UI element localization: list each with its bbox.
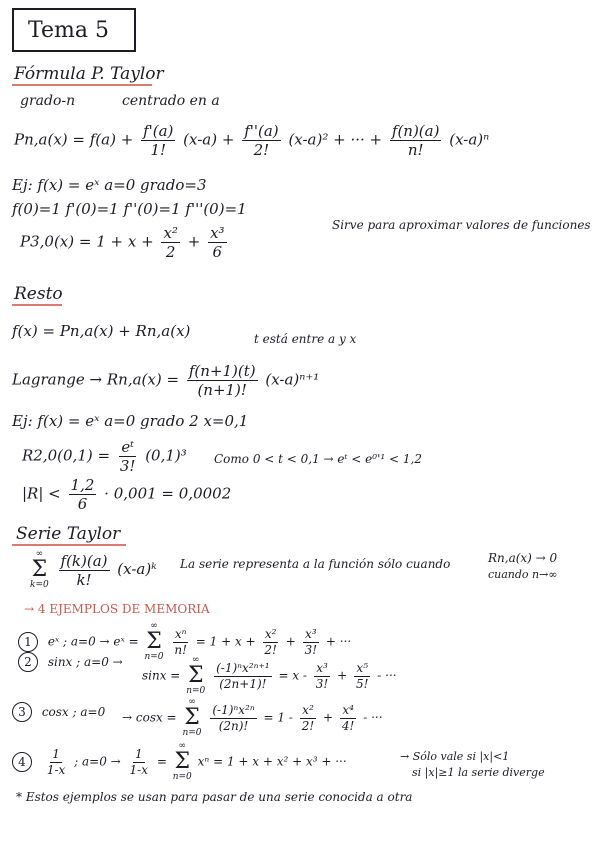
bound-calc: |R| < $\frac{1,2}{6}$ · 0,001 = 0,0002 xyxy=(22,476,232,513)
grado-label: grado-n xyxy=(20,93,76,109)
example-line: Ej: f(x) = eˣ a=0 grado=3 xyxy=(12,176,207,194)
resto-calc: R2,0(0,1) = $\frac{\text{eᵗ}}{3!}$ (0,1)³ xyxy=(22,438,187,475)
example-4-note-1: → Sólo vale si |x|<1 xyxy=(400,750,510,763)
examples-heading: → 4 EJEMPLOS DE MEMORIA xyxy=(24,602,210,616)
example-3: 3 cosx ; a=0 xyxy=(12,702,105,722)
example-2-label: 2 sinx ; a=0 → xyxy=(18,652,123,672)
derivatives-line: f(0)=1 f'(0)=1 f''(0)=1 f'''(0)=1 xyxy=(12,200,247,218)
heading-underline xyxy=(12,544,126,546)
example-1: 1 eˣ ; a=0 → eˣ = ∞ Σ n=0 $\frac{\text{xⁿ}}{n!}$ = 1 + x + $\frac{\text{x²}}{2!}$ + $\frac{\text{x³}}{3!}$ + ··· xyxy=(18,622,351,662)
example-number: 2 xyxy=(18,652,38,672)
condition: Rn,a(x) → 0 xyxy=(488,551,558,565)
resto-example: Ej: f(x) = eˣ a=0 grado 2 x=0,1 xyxy=(12,412,249,430)
condition-sub: cuando n→∞ xyxy=(488,568,558,581)
heading-underline xyxy=(12,304,62,306)
section-heading-serie: Serie Taylor xyxy=(16,524,121,544)
page-title: Tema 5 xyxy=(28,17,109,43)
t-between-note: t está entre a y x xyxy=(254,332,357,346)
p3-formula: P3,0(x) = 1 + x + $\frac{\text{x²}}{2}$ + $\frac{\text{x³}}{6}$ xyxy=(20,224,225,261)
example-2-formula: sinx = ∞ Σ n=0 $\frac{\text{(-1)ⁿx²ⁿ⁺¹}}{(2n+1)!}$ = x - $\frac{\text{x³}}{3!}$ + $\frac{\text{x⁵}}{5!}$ - ··· xyxy=(142,655,397,696)
example-number: 3 xyxy=(12,702,32,722)
taylor-series: ∞ Σ k=0 $\frac{f(k)(a)}{k!}$ (x-a)ᵏ xyxy=(30,549,157,590)
section-heading-resto: Resto xyxy=(14,284,63,304)
example-4: 4 $\frac{1}{1-x}$ ; a=0 → $\frac{1}{1-x}$ = ∞ Σ n=0 xⁿ = 1 + x + x² + x³ + ··· xyxy=(12,742,347,782)
lagrange-formula: Lagrange → Rn,a(x) = $\frac{f(n+1)(t)}{(n+1)!}$ (x-a)ⁿ⁺¹ xyxy=(12,362,320,399)
como-line: Como 0 < t < 0,1 → eᵗ < e⁰'¹ < 1,2 xyxy=(214,452,422,466)
note-aproximar: Sirve para aproximar valores de funciones xyxy=(332,218,591,232)
example-3-formula: → cosx = ∞ Σ n=0 $\frac{\text{(-1)ⁿx²ⁿ}}{(2n)!}$ = 1 - $\frac{\text{x²}}{2!}$ + $\frac{\text{x⁴}}{4!}$ - ··· xyxy=(122,697,383,738)
section-heading-taylor: Fórmula P. Taylor xyxy=(14,64,164,84)
heading-underline xyxy=(12,84,152,86)
decomposition: f(x) = Pn,a(x) + Rn,a(x) xyxy=(12,322,191,340)
footer-note: * Estos ejemplos se usan para pasar de una serie conocida a otra xyxy=(16,790,413,804)
centrado-label: centrado en a xyxy=(122,93,220,109)
example-number: 4 xyxy=(12,752,32,772)
taylor-formula: Pn,a(x) = f(a) + $\frac{f'(a)}{1!}$ (x-a) + $\frac{f''(a)}{2!}$ (x-a)² + ··· + $\frac{f(n)(a)}{n!}$ (x-a)ⁿ xyxy=(14,122,490,159)
example-4-note-2: si |x|≥1 la serie diverge xyxy=(412,766,545,779)
example-number: 1 xyxy=(18,632,38,652)
represents-note: La serie representa a la función sólo cuando xyxy=(180,557,451,571)
title-box xyxy=(12,8,136,52)
